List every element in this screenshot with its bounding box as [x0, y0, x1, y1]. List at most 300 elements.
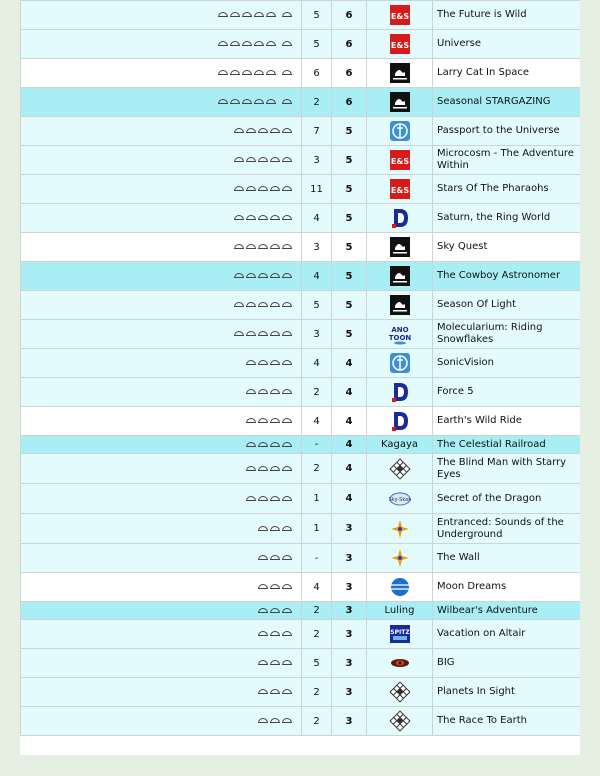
- producer-logo-cell: [367, 707, 433, 736]
- dome-icon: [270, 128, 280, 133]
- dome-icon: [266, 41, 276, 46]
- dome-icon: [282, 526, 292, 531]
- grid-logo-icon: [389, 458, 411, 480]
- show-title: Microcosm - The Adventure Within: [433, 146, 581, 175]
- producer-logo-cell: [367, 678, 433, 707]
- dome-icon: [282, 12, 292, 17]
- count-cell: -: [302, 544, 332, 573]
- dome-icon: [258, 631, 268, 636]
- table-row: [21, 707, 581, 736]
- count-cell: 2: [302, 454, 332, 484]
- dome-icon: [282, 608, 292, 613]
- dome-icon: [258, 186, 268, 191]
- dome-icon: [218, 70, 228, 75]
- producer-logo-cell: [367, 320, 433, 349]
- dome-rating: [21, 349, 302, 378]
- dome-icon: [242, 70, 252, 75]
- producer-logo-cell: [367, 378, 433, 407]
- count-cell: 4: [302, 349, 332, 378]
- producer-logo-cell: [367, 484, 433, 514]
- score-cell: 5: [332, 117, 367, 146]
- show-title: The Future is Wild: [433, 1, 581, 30]
- svg-text:TOON: TOON: [388, 334, 411, 342]
- table-row: [21, 484, 581, 514]
- show-title: Sky Quest: [433, 233, 581, 262]
- table-row: [21, 175, 581, 204]
- dome-icon: [230, 41, 240, 46]
- dome-icon: [270, 442, 280, 447]
- dome-icon: [258, 660, 268, 665]
- dome-rating: [21, 204, 302, 233]
- dome-icon: [234, 157, 244, 162]
- show-title: Molecularium: Riding Snowflakes: [433, 320, 581, 349]
- dome-icon: [246, 466, 256, 471]
- show-title: BIG: [433, 649, 581, 678]
- dome-icon: [282, 631, 292, 636]
- producer-logo-cell: [367, 146, 433, 175]
- dome-icon: [270, 215, 280, 220]
- dome-icon: [246, 244, 256, 249]
- dome-icon: [246, 273, 256, 278]
- table-row: [21, 602, 581, 620]
- dome-icon: [258, 466, 268, 471]
- dome-icon: [258, 331, 268, 336]
- dome-icon: [258, 244, 268, 249]
- producer-logo-cell: [367, 573, 433, 602]
- score-cell: 4: [332, 378, 367, 407]
- producer-logo-cell: [367, 291, 433, 320]
- table-row: [21, 1, 581, 30]
- producer-logo-cell: [367, 514, 433, 544]
- dome-icon: [230, 12, 240, 17]
- dome-icon: [282, 466, 292, 471]
- show-title: The Blind Man with Starry Eyes: [433, 454, 581, 484]
- dome-icon: [270, 660, 280, 665]
- eye-logo-icon: [389, 652, 411, 674]
- dome-icon: [258, 389, 268, 394]
- dome-icon: [230, 99, 240, 104]
- grid-logo-icon: [389, 681, 411, 703]
- dome-icon: [234, 128, 244, 133]
- show-title: The Cowboy Astronomer: [433, 262, 581, 291]
- score-cell: 5: [332, 204, 367, 233]
- dome-rating: [21, 59, 302, 88]
- dome-icon: [258, 555, 268, 560]
- svg-text:E&S: E&S: [390, 12, 409, 21]
- dome-icon: [234, 331, 244, 336]
- count-cell: 2: [302, 678, 332, 707]
- dome-rating: [21, 320, 302, 349]
- dome-icon: [246, 389, 256, 394]
- score-cell: 5: [332, 320, 367, 349]
- dome-rating: [21, 678, 302, 707]
- swan-logo-icon: [389, 265, 411, 287]
- score-cell: 3: [332, 602, 367, 620]
- producer-logo-cell: [367, 233, 433, 262]
- producer-logo-cell: [367, 117, 433, 146]
- dome-icon: [218, 99, 228, 104]
- table-row: [21, 146, 581, 175]
- dome-icon: [234, 244, 244, 249]
- show-title: SonicVision: [433, 349, 581, 378]
- score-cell: 3: [332, 573, 367, 602]
- score-cell: 3: [332, 707, 367, 736]
- count-cell: 3: [302, 233, 332, 262]
- nanotoon-logo-icon: [389, 323, 411, 345]
- dome-icon: [246, 215, 256, 220]
- table-row: [21, 59, 581, 88]
- dome-rating: [21, 1, 302, 30]
- show-title: Entranced: Sounds of the Underground: [433, 514, 581, 544]
- dome-rating: [21, 454, 302, 484]
- table-row: [21, 678, 581, 707]
- dome-icon: [270, 302, 280, 307]
- dome-icon: [242, 99, 252, 104]
- table-row: [21, 291, 581, 320]
- dome-icon: [258, 718, 268, 723]
- dome-icon: [282, 389, 292, 394]
- dome-icon: [242, 12, 252, 17]
- dome-icon: [282, 302, 292, 307]
- svg-text:E&S: E&S: [390, 41, 409, 50]
- dome-rating: [21, 649, 302, 678]
- dome-icon: [282, 273, 292, 278]
- show-title: Wilbear's Adventure: [433, 602, 581, 620]
- show-title: The Celestial Railroad: [433, 436, 581, 454]
- table-row: [21, 573, 581, 602]
- dome-icon: [282, 689, 292, 694]
- dome-icon: [234, 186, 244, 191]
- dome-icon: [270, 244, 280, 249]
- dome-rating: [21, 291, 302, 320]
- table-row: [21, 514, 581, 544]
- dome-icon: [258, 302, 268, 307]
- dome-icon: [282, 41, 292, 46]
- producer-logo-cell: [367, 544, 433, 573]
- show-title: Stars Of The Pharaohs: [433, 175, 581, 204]
- d-logo-icon: [389, 381, 411, 403]
- dome-rating: [21, 407, 302, 436]
- dome-icon: [270, 689, 280, 694]
- count-cell: 1: [302, 514, 332, 544]
- dome-icon: [270, 584, 280, 589]
- dome-rating: [21, 484, 302, 514]
- dome-icon: [266, 70, 276, 75]
- show-title: Earth's Wild Ride: [433, 407, 581, 436]
- dome-icon: [282, 186, 292, 191]
- dome-icon: [258, 418, 268, 423]
- count-cell: 5: [302, 30, 332, 59]
- producer-logo-cell: [367, 30, 433, 59]
- score-cell: 4: [332, 436, 367, 454]
- table-row: [21, 454, 581, 484]
- table-row: [21, 30, 581, 59]
- dome-icon: [270, 186, 280, 191]
- show-title: Vacation on Altair: [433, 620, 581, 649]
- dome-icon: [282, 442, 292, 447]
- dome-rating: [21, 620, 302, 649]
- producer-logo-cell: [367, 436, 433, 454]
- score-cell: 5: [332, 291, 367, 320]
- dome-icon: [246, 128, 256, 133]
- skyskan-logo-icon: [389, 488, 411, 510]
- dome-icon: [258, 496, 268, 501]
- dome-icon: [282, 244, 292, 249]
- dome-icon: [258, 608, 268, 613]
- table-row: [21, 204, 581, 233]
- table-row: [21, 378, 581, 407]
- producer-logo-cell: [367, 407, 433, 436]
- dome-icon: [234, 215, 244, 220]
- dome-rating: [21, 30, 302, 59]
- dome-rating: [21, 602, 302, 620]
- dome-rating: [21, 514, 302, 544]
- dome-rating: [21, 117, 302, 146]
- grid-logo-icon: [389, 710, 411, 732]
- table-row: [21, 262, 581, 291]
- producer-logo-cell: [367, 620, 433, 649]
- dome-icon: [258, 215, 268, 220]
- dome-icon: [282, 215, 292, 220]
- dome-icon: [246, 418, 256, 423]
- count-cell: 4: [302, 573, 332, 602]
- dome-icon: [254, 99, 264, 104]
- show-title: Universe: [433, 30, 581, 59]
- dome-icon: [230, 70, 240, 75]
- dome-icon: [270, 555, 280, 560]
- count-cell: 6: [302, 59, 332, 88]
- count-cell: 5: [302, 649, 332, 678]
- table-row: [21, 620, 581, 649]
- count-cell: 3: [302, 320, 332, 349]
- show-title: Season Of Light: [433, 291, 581, 320]
- spitz-logo-icon: [389, 623, 411, 645]
- svg-text:E&S: E&S: [390, 186, 409, 195]
- d-logo-icon: [389, 207, 411, 229]
- dome-icon: [270, 273, 280, 278]
- listing-page: [20, 0, 580, 755]
- producer-logo-cell: [367, 349, 433, 378]
- count-cell: 3: [302, 146, 332, 175]
- score-cell: 4: [332, 349, 367, 378]
- es-logo-icon: [389, 33, 411, 55]
- table-row: [21, 349, 581, 378]
- table-row: [21, 649, 581, 678]
- ball-logo-icon: [389, 576, 411, 598]
- show-title: Passport to the Universe: [433, 117, 581, 146]
- show-title: Secret of the Dragon: [433, 484, 581, 514]
- count-cell: 7: [302, 117, 332, 146]
- dome-icon: [282, 331, 292, 336]
- dome-icon: [282, 718, 292, 723]
- dome-icon: [282, 660, 292, 665]
- dome-icon: [254, 70, 264, 75]
- es-logo-icon: [389, 149, 411, 171]
- score-cell: 5: [332, 146, 367, 175]
- score-cell: 3: [332, 514, 367, 544]
- dome-icon: [282, 128, 292, 133]
- count-cell: 2: [302, 620, 332, 649]
- count-cell: 4: [302, 407, 332, 436]
- dome-icon: [270, 608, 280, 613]
- d-logo-icon: [389, 410, 411, 432]
- table-row: [21, 544, 581, 573]
- svg-text:Sky-Skan: Sky-Skan: [388, 496, 411, 503]
- score-cell: 6: [332, 30, 367, 59]
- producer-logo-cell: [367, 649, 433, 678]
- dome-icon: [254, 12, 264, 17]
- swan-logo-icon: [389, 62, 411, 84]
- dome-icon: [258, 442, 268, 447]
- dome-icon: [282, 555, 292, 560]
- dome-icon: [246, 157, 256, 162]
- dome-icon: [270, 526, 280, 531]
- dome-icon: [234, 302, 244, 307]
- count-cell: 2: [302, 88, 332, 117]
- show-table: [20, 0, 580, 736]
- score-cell: 5: [332, 262, 367, 291]
- dome-icon: [270, 157, 280, 162]
- count-cell: 4: [302, 204, 332, 233]
- score-cell: 3: [332, 649, 367, 678]
- table-row: [21, 117, 581, 146]
- svg-text:ANO: ANO: [390, 326, 409, 334]
- globe-logo-icon: [389, 120, 411, 142]
- es-logo-icon: [389, 4, 411, 26]
- show-title: Larry Cat In Space: [433, 59, 581, 88]
- dome-icon: [242, 41, 252, 46]
- table-row: [21, 233, 581, 262]
- dome-rating: [21, 233, 302, 262]
- count-cell: 2: [302, 707, 332, 736]
- dome-icon: [258, 689, 268, 694]
- dome-rating: [21, 175, 302, 204]
- table-row: [21, 436, 581, 454]
- score-cell: 4: [332, 454, 367, 484]
- producer-logo-cell: [367, 262, 433, 291]
- dome-icon: [270, 496, 280, 501]
- producer-name: Luling: [384, 605, 415, 616]
- dome-icon: [282, 584, 292, 589]
- dome-icon: [270, 466, 280, 471]
- dome-icon: [234, 273, 244, 278]
- star-logo-icon: [389, 547, 411, 569]
- dome-icon: [218, 12, 228, 17]
- dome-icon: [246, 302, 256, 307]
- count-cell: -: [302, 436, 332, 454]
- dome-icon: [246, 186, 256, 191]
- dome-rating: [21, 146, 302, 175]
- dome-icon: [258, 273, 268, 278]
- count-cell: 2: [302, 602, 332, 620]
- swan-logo-icon: [389, 91, 411, 113]
- dome-rating: [21, 378, 302, 407]
- dome-icon: [258, 526, 268, 531]
- table-row: [21, 320, 581, 349]
- dome-icon: [246, 331, 256, 336]
- producer-logo-cell: [367, 204, 433, 233]
- dome-icon: [254, 41, 264, 46]
- show-title: Planets In Sight: [433, 678, 581, 707]
- dome-rating: [21, 262, 302, 291]
- globe-logo-icon: [389, 352, 411, 374]
- dome-rating: [21, 573, 302, 602]
- show-title: The Wall: [433, 544, 581, 573]
- producer-logo-cell: [367, 454, 433, 484]
- show-title: Force 5: [433, 378, 581, 407]
- producer-logo-cell: [367, 602, 433, 620]
- dome-icon: [282, 360, 292, 365]
- count-cell: 11: [302, 175, 332, 204]
- score-cell: 5: [332, 233, 367, 262]
- dome-icon: [282, 496, 292, 501]
- dome-icon: [282, 99, 292, 104]
- swan-logo-icon: [389, 236, 411, 258]
- show-title: Moon Dreams: [433, 573, 581, 602]
- dome-icon: [258, 584, 268, 589]
- dome-rating: [21, 88, 302, 117]
- producer-logo-cell: [367, 1, 433, 30]
- svg-text:SPITZ: SPITZ: [389, 629, 410, 636]
- swan-logo-icon: [389, 294, 411, 316]
- dome-rating: [21, 436, 302, 454]
- show-title: Seasonal STARGAZING: [433, 88, 581, 117]
- table-row: [21, 407, 581, 436]
- score-cell: 3: [332, 678, 367, 707]
- count-cell: 5: [302, 1, 332, 30]
- svg-text:E&S: E&S: [390, 157, 409, 166]
- dome-rating: [21, 707, 302, 736]
- dome-icon: [246, 442, 256, 447]
- dome-icon: [270, 631, 280, 636]
- score-cell: 3: [332, 544, 367, 573]
- show-table-body: [21, 1, 581, 736]
- producer-logo-cell: [367, 175, 433, 204]
- producer-name: Kagaya: [380, 439, 419, 450]
- dome-icon: [270, 418, 280, 423]
- table-row: [21, 88, 581, 117]
- score-cell: 6: [332, 1, 367, 30]
- producer-logo-cell: [367, 59, 433, 88]
- count-cell: 5: [302, 291, 332, 320]
- score-cell: 6: [332, 59, 367, 88]
- dome-icon: [270, 389, 280, 394]
- score-cell: 6: [332, 88, 367, 117]
- dome-rating: [21, 544, 302, 573]
- dome-icon: [282, 157, 292, 162]
- dome-icon: [270, 331, 280, 336]
- es-logo-icon: [389, 178, 411, 200]
- dome-icon: [218, 41, 228, 46]
- dome-icon: [266, 12, 276, 17]
- score-cell: 4: [332, 484, 367, 514]
- dome-icon: [246, 360, 256, 365]
- count-cell: 4: [302, 262, 332, 291]
- star-logo-icon: [389, 518, 411, 540]
- dome-icon: [258, 360, 268, 365]
- score-cell: 3: [332, 620, 367, 649]
- score-cell: 4: [332, 407, 367, 436]
- count-cell: 1: [302, 484, 332, 514]
- score-cell: 5: [332, 175, 367, 204]
- count-cell: 2: [302, 378, 332, 407]
- dome-icon: [282, 70, 292, 75]
- dome-icon: [282, 418, 292, 423]
- dome-icon: [270, 360, 280, 365]
- dome-icon: [258, 128, 268, 133]
- show-title: Saturn, the Ring World: [433, 204, 581, 233]
- producer-logo-cell: [367, 88, 433, 117]
